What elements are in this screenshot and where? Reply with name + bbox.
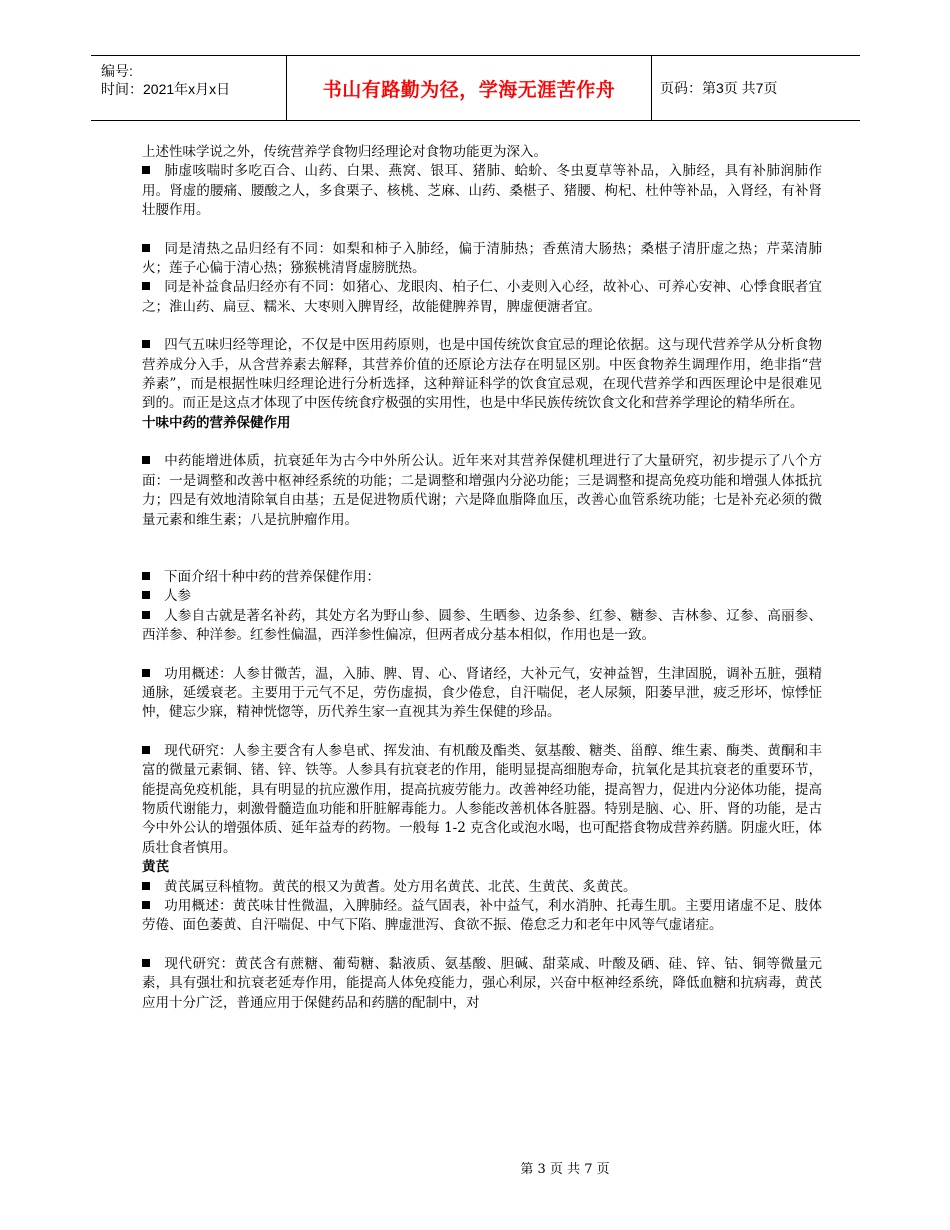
square-bullet-icon <box>142 282 150 290</box>
square-bullet-icon <box>142 959 150 967</box>
square-bullet-icon <box>142 611 150 619</box>
bullet-paragraph: 肺虚咳喘时多吃百合、山药、白果、燕窝、银耳、猪肺、蛤蚧、冬虫夏草等补品，入肺经，具有补肺润肺作用。肾虚的腰痛、腰酸之人，多食栗子、核桃、芝麻、山药、桑椹子、猪腰、枸杞、杜仲等补品，入肾经，有补肾壮腰作用。 <box>142 163 822 219</box>
square-bullet-icon <box>142 669 150 677</box>
bullet-paragraph: 同是补益食品归经亦有不同：如猪心、龙眼肉、柏子仁、小麦则入心经，故补心、可养心安神、心悸食眠者宜之；淮山药、扁豆、糯米、大枣则入脾胃经，故能健脾养胃，脾虚便溏者宜。 <box>142 279 822 315</box>
square-bullet-icon <box>142 572 150 580</box>
bullet-paragraph: 现代研究：黄芪含有蔗糖、葡萄糖、黏液质、氨基酸、胆碱、甜菜咸、叶酸及硒、硅、锌、钴、铜等微量元素，具有强壮和抗衰老延寿作用，能提高人体免疫能力，强心利尿，兴奋中枢神经系统，降低血糖和抗病毒，黄芪应用十分广泛，普通应用于保健药品和药膳的配制中，对 <box>142 955 822 1011</box>
square-bullet-icon <box>142 456 150 464</box>
bullet-paragraph: 功用概述：黄芪味甘性微温，入脾肺经。益气固表，补中益气，利水消肿、托毒生肌。主要用诸虚不足、肢体劳倦、面色萎黄、自汗喘促、中气下陷、脾虚泄泻、食欲不振、倦怠乏力和老年中风等气虚诸症。 <box>142 898 822 934</box>
bullet-paragraph: 下面介绍十种中药的营养保健作用： <box>142 568 822 587</box>
header-page-info: 页码：第3页 共7页 <box>660 80 778 96</box>
page-header <box>91 55 860 121</box>
section-heading: 黄芪 <box>142 859 169 876</box>
number-label: 编号: <box>101 63 133 79</box>
square-bullet-icon <box>142 166 150 174</box>
bullet-paragraph: 四气五味归经等理论，不仅是中医用药原则，也是中国传统饮食宜忌的理论依据。这与现代营养学从分析食物营养成分入手，从含营养素去解释，其营养价值的还原论方法存在明显区别。中医食物养生调理作用，绝非指“营养素”，而是根据性味归经理论进行分析选择，这种辩证科学的饮食宜忌观，在现代营养学和西医理论中是很难见到的。而正是这点才体现了中医传统食疗极强的实用性，也是中华民族传统饮食文化和营养学理论的精华所在。 <box>142 337 822 412</box>
bullet-paragraph: 人参自古就是著名补药，其处方名为野山参、圆参、生晒参、边条参、红参、糖参、吉林参、辽参、高丽参、西洋参、种洋参。红参性偏温，西洋参性偏凉，但两者成分基本相似，作用也是一致。 <box>142 607 822 644</box>
document-body <box>142 143 822 1013</box>
square-bullet-icon <box>142 244 150 252</box>
time-label: 时间：2021年x月x日 <box>101 81 231 97</box>
header-motto: 书山有路勤为径，学海无涯苦作舟 <box>286 56 652 120</box>
bullet-paragraph: 中药能增进体质，抗衰延年为古今中外所公认。近年来对其营养保健机理进行了大量研究，初步提示了八个方面：一是调整和改善中枢神经系统的功能；二是调整和增强内分泌功能；三是调整和提高免疫功能和增强人体抵抗力；四是有效地清除氧自由基；五是促进物质代谢；六是降血脂降血压，改善心血管系统功能；七是补充必须的微量元素和维生素；八是抗肿瘤作用。 <box>142 453 822 528</box>
square-bullet-icon <box>142 746 150 754</box>
bullet-paragraph: 黄芪属豆科植物。黄芪的根又为黄耆。处方用名黄芪、北芪、生黄芪、炙黄芪。 <box>142 878 822 897</box>
square-bullet-icon <box>142 901 150 909</box>
page-footer: 第 3 页 共 7 页 <box>520 1162 610 1177</box>
square-bullet-icon <box>142 882 150 890</box>
bullet-paragraph: 功用概述：人参甘微苦，温，入肺、脾、胃、心、肾诸经，大补元气，安神益智，生津固脱，调补五脏，强精通脉，延缓衰老。主要用于元气不足，劳伤虚损，食少倦怠，自汗喘促，老人尿频，阳萎早泄，疲乏形坏，惊悸怔忡，健忘少寐，精神恍惚等，历代养生家一直视其为养生保健的珍品。 <box>142 665 822 721</box>
section-heading: 十味中药的营养保健作用 <box>142 414 291 431</box>
square-bullet-icon <box>142 591 150 599</box>
bullet-paragraph: 现代研究：人参主要含有人参皂甙、挥发油、有机酸及酯类、氨基酸、糖类、甾醇、维生素、酶类、黄酮和丰富的微量元素铜、锗、锌、铁等。人参具有抗衰老的作用，能明显提高细胞寿命，抗氧化是其抗衰老的重要环节，能提高免疫机能，具有明显的抗应激作用，提高抗疲劳能力。改善神经功能，提高智力，促进内分泌体功能，提高物质代谢能力，刺激骨髓造血功能和肝脏解毒能力。人参能改善机体各脏器。特别是脑、心、肝、肾的功能，是古今中外公认的增强体质、延年益寿的药物。一般每 1-2 克含化或泡水喝，也可配搭食物成营养药膳。阴虚火旺，体质壮食者慎用。 <box>142 742 822 856</box>
paragraph: 上述性味学说之外，传统营养学食物归经理论对食物功能更为深入。 <box>142 144 547 160</box>
header-meta <box>91 56 286 120</box>
bullet-paragraph: 人参 <box>142 587 822 606</box>
square-bullet-icon <box>142 340 150 348</box>
bullet-paragraph: 同是清热之品归经有不同：如梨和柿子入肺经，偏于清肺热；香蕉清大肠热；桑椹子清肝虚之热；芹菜清肺火；莲子心偏于清心热；猕猴桃清肾虚膀胱热。 <box>142 240 822 277</box>
